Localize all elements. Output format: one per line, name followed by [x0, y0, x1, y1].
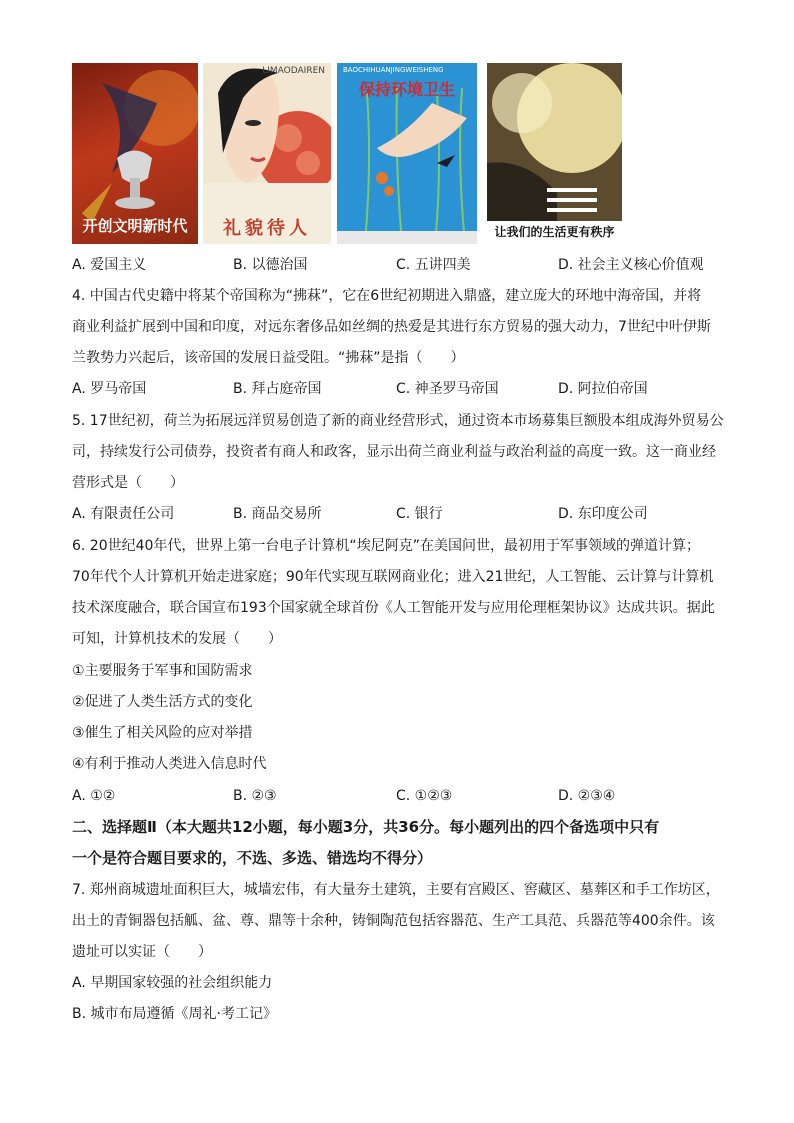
q4-line-1: 4. 中国古代史籍中将某个帝国称为“拂菻”，它在6世纪初期进入鼎盛，建立庞大的环地中海帝国，并将: [72, 288, 702, 304]
q6-line-1: 6. 20世纪40年代，世界上第一台电子计算机“埃尼阿克”在美国问世，最初用于军事领域的弹道计算；: [72, 538, 700, 554]
q4-option-b: B. 拜占庭帝国: [233, 381, 322, 397]
poster-caption: 开创文明新时代: [82, 217, 188, 235]
q6-option-c: C. ①②③: [396, 788, 453, 804]
q5-option-d: D. 东印度公司: [558, 506, 648, 522]
q4-line-3: 兰教势力兴起后，该帝国的发展日益受阻。“拂菻”是指（ ）: [72, 350, 465, 366]
q3-option-b: B. 以德治国: [233, 257, 308, 273]
q6-line-3: 技术深度融合，联合国宣布193个国家就全球首份《人工智能开发与应用伦理框架协议》达成共识。据此: [72, 600, 715, 616]
q4-line-2: 商业利益扩展到中国和印度，对远东奢侈品如丝绸的热爱是其进行东方贸易的强大动力，7世纪中叶伊斯: [72, 319, 711, 335]
q4-option-a: A. 罗马帝国: [72, 381, 147, 397]
q3-option-d: D. 社会主义核心价值观: [558, 257, 704, 273]
q6-statement-2: ②促进了人类生活方式的变化: [72, 694, 253, 710]
q3-option-c: C. 五讲四美: [396, 257, 471, 273]
poster-courtesy: [203, 63, 331, 244]
poster-header: BAOCHIHUANJINGWEISHENG: [343, 66, 444, 74]
q7-line-2: 出土的青铜器包括觚、盆、尊、鼎等十余种，铸铜陶范包括容器范、生产工具范、兵器范等400余件。该: [72, 913, 715, 929]
poster-civilization: [72, 63, 198, 244]
section-heading-line-1: 二、选择题Ⅱ（本大题共12小题，每小题3分，共36分。每小题列出的四个备选项中只有: [72, 818, 660, 836]
q7-option-a: A. 早期国家较强的社会组织能力: [72, 975, 273, 991]
q3-option-a: A. 爱国主义: [72, 257, 147, 273]
section-heading-line-2: 一个是符合题目要求的，不选、多选、错选均不得分）: [72, 849, 433, 867]
q6-line-4: 可知，计算机技术的发展（ ）: [72, 631, 282, 647]
q5-line-1: 5. 17世纪初，荷兰为拓展远洋贸易创造了新的商业经营形式，通过资本市场募集巨额股本组成海外贸易公: [72, 413, 724, 429]
q6-line-2: 70年代个人计算机开始走进家庭；90年代实现互联网商业化；进入21世纪，人工智能、云计算与计算机: [72, 569, 714, 585]
q5-line-3: 营形式是（ ）: [72, 475, 184, 491]
q5-option-a: A. 有限责任公司: [72, 506, 175, 522]
q7-line-1: 7. 郑州商城遗址面积巨大，城墙宏伟，有大量夯土建筑，主要有宫殿区、窖藏区、墓葬区和手工作坊区，: [72, 882, 720, 898]
q5-option-b: B. 商品交易所: [233, 506, 322, 522]
poster-caption: 保持环境卫生: [358, 80, 455, 99]
poster-caption: 礼貌待人: [223, 218, 311, 239]
poster-header: LIMAODAIREN: [262, 66, 325, 76]
q5-option-c: C. 银行: [396, 506, 443, 522]
q6-statement-1: ①主要服务于军事和国防需求: [72, 663, 253, 679]
q7-option-b: B. 城市布局遵循《周礼·考工记》: [72, 1006, 277, 1022]
q4-option-d: D. 阿拉伯帝国: [558, 381, 648, 397]
q4-option-c: C. 神圣罗马帝国: [396, 381, 499, 397]
poster-hygiene: [337, 63, 477, 244]
q6-option-b: B. ②③: [233, 788, 277, 804]
poster-order: [487, 63, 622, 244]
q6-statement-3: ③催生了相关风险的应对举措: [72, 725, 253, 741]
q6-statement-4: ④有利于推动人类进入信息时代: [72, 756, 267, 772]
q6-option-a: A. ①②: [72, 788, 116, 804]
q6-option-d: D. ②③④: [558, 788, 616, 804]
poster-caption: 让我们的生活更有秩序: [494, 225, 615, 239]
q5-line-2: 司，持续发行公司债券，投资者有商人和政客，显示出荷兰商业利益与政治利益的高度一致。这一商业经: [72, 444, 716, 460]
q7-line-3: 遗址可以实证（ ）: [72, 944, 212, 960]
